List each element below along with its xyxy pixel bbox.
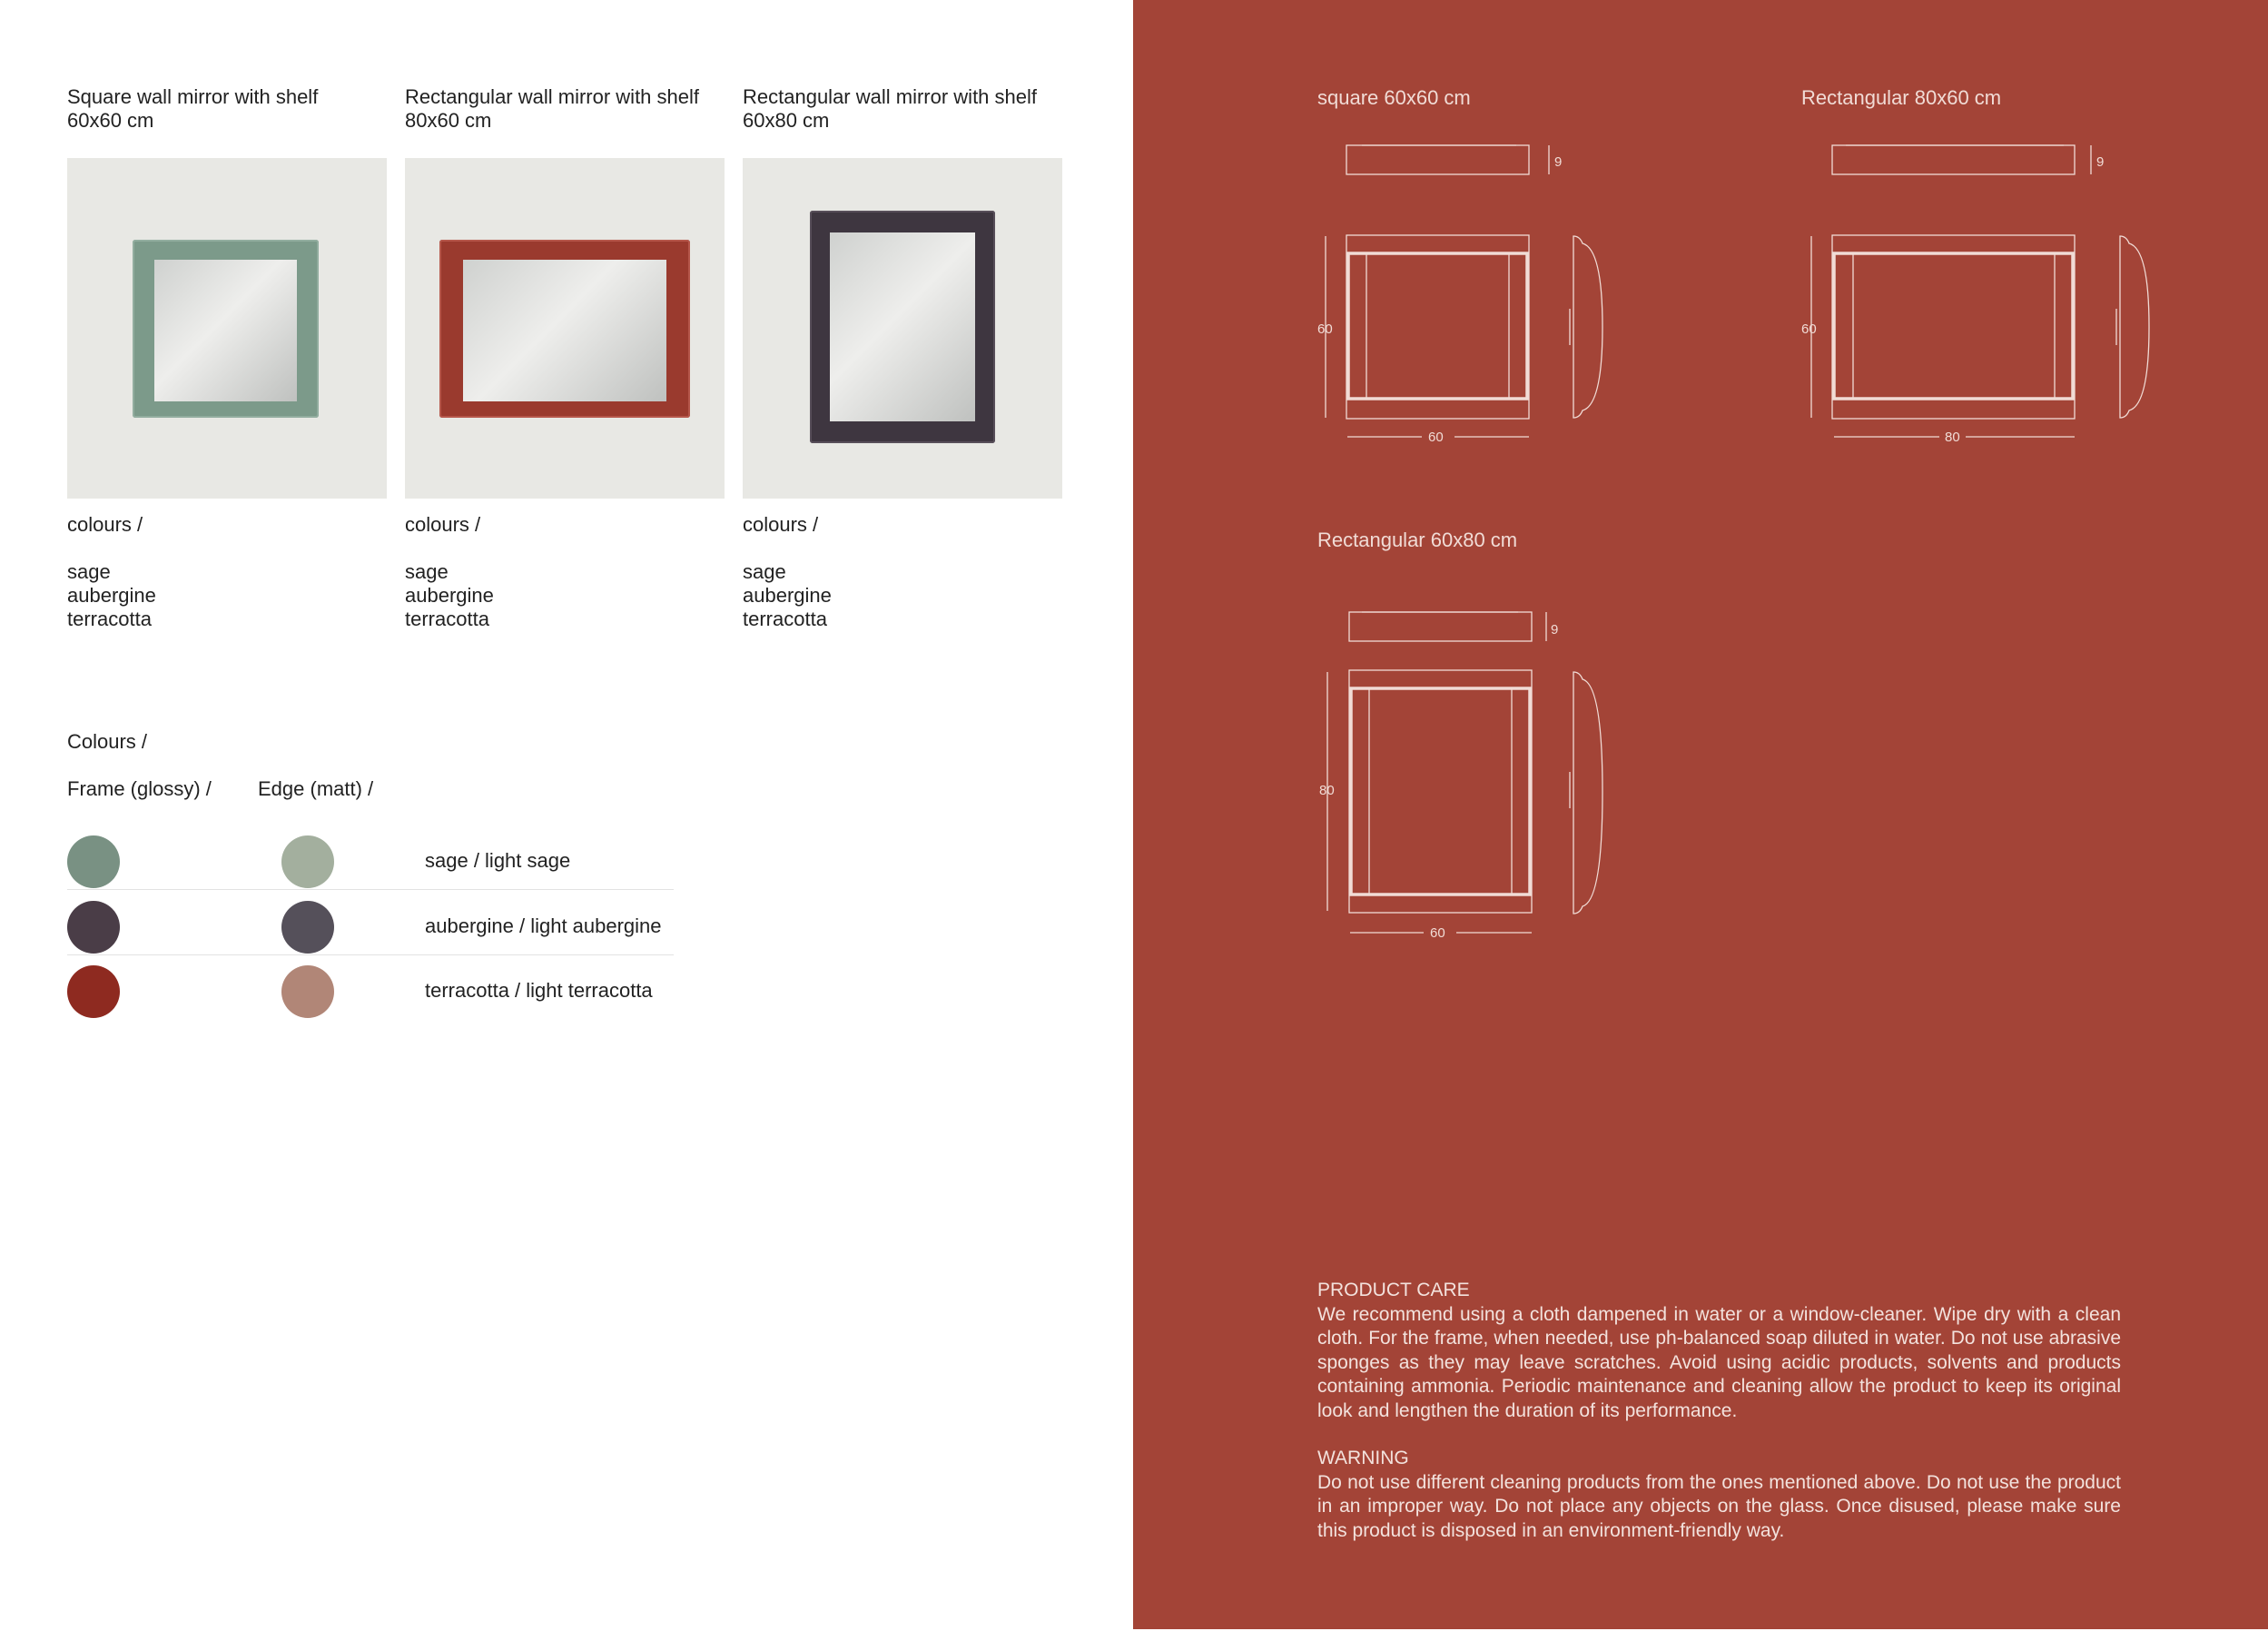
mirror-photo (810, 211, 995, 443)
colour-item: sage (405, 560, 449, 583)
product-title: Rectangular wall mirror with shelf 60x80 cm (743, 85, 1037, 132)
care-title: PRODUCT CARE (1317, 1280, 1470, 1300)
product-image (67, 158, 387, 499)
product-square-60x60 (67, 85, 387, 631)
swatch-label: terracotta / light terracotta (425, 979, 653, 1002)
width-label: 80 (1945, 430, 1960, 445)
frame-swatch (67, 901, 120, 954)
frame-swatch (67, 965, 120, 1018)
frame-swatch (67, 835, 120, 888)
colour-item: sage (743, 560, 786, 583)
depth-label: 9 (2096, 154, 2105, 170)
swatch-row-sage (67, 824, 674, 889)
colours-heading: colours / (743, 513, 819, 536)
left-page (0, 0, 1133, 1631)
product-title: Square wall mirror with shelf 60x60 cm (67, 85, 319, 132)
product-title: Rectangular wall mirror with shelf 80x60 cm (405, 85, 699, 132)
colour-item: aubergine (405, 584, 494, 607)
colour-item: aubergine (67, 584, 156, 607)
drawing-title: square 60x60 cm (1317, 86, 1471, 109)
product-rect-80x60 (405, 85, 725, 631)
product-colours (405, 513, 725, 631)
edge-swatch (281, 835, 334, 888)
swatch-row-aubergine (67, 889, 674, 954)
colour-item: terracotta (67, 608, 152, 630)
product-colours (67, 513, 387, 631)
edge-heading: Edge (matt) / (258, 777, 374, 800)
product-image (743, 158, 1062, 499)
height-label: 60 (1801, 321, 1817, 337)
product-care (1317, 1279, 2121, 1543)
height-label: 60 (1317, 321, 1333, 337)
care-text: We recommend using a cloth dampened in water or a window-cleaner. Wipe dry with a clean cloth. For the frame, when needed, use ph-balanced soap diluted in water. Do not use abrasive sponges as they may leave scratches. Avoid using acidic products, solvents and products containing ammonia. Periodic maintenance and cleaning allow the product to keep its original look and lengthen the duration of its performance. (1317, 1303, 2121, 1421)
depth-label: 9 (1551, 622, 1559, 638)
depth-label: 9 (1554, 154, 1563, 170)
edge-swatch (281, 901, 334, 954)
colours-heading: colours / (67, 513, 143, 536)
technical-drawing-rect-60x80 (1307, 599, 1634, 944)
product-rect-60x80 (743, 85, 1062, 631)
product-image (405, 158, 725, 499)
mirror-photo (133, 240, 319, 418)
swatch-row-terracotta (67, 954, 674, 1019)
mirror-photo (439, 240, 690, 418)
technical-drawing-square (1307, 136, 1634, 450)
width-label: 60 (1430, 925, 1445, 941)
drawing-title: Rectangular 60x80 cm (1317, 529, 1518, 551)
warning-text: Do not use different cleaning products from the ones mentioned above. Do not use the product in an improper way. Do not place any objects on the glass. Once disused, please make sure this product is disposed in an environment-friendly way. (1317, 1471, 2121, 1541)
colour-item: sage (67, 560, 111, 583)
frame-heading: Frame (glossy) / (67, 777, 212, 800)
colour-item: terracotta (743, 608, 827, 630)
technical-drawing-rect-80x60 (1791, 136, 2173, 450)
edge-swatch (281, 965, 334, 1018)
colour-item: aubergine (743, 584, 832, 607)
colours-heading: colours / (405, 513, 481, 536)
swatch-label: sage / light sage (425, 849, 571, 872)
swatches-heading: Colours / (67, 730, 148, 753)
warning-title: WARNING (1317, 1448, 1409, 1468)
height-label: 80 (1319, 783, 1335, 798)
width-label: 60 (1428, 430, 1444, 445)
drawing-title: Rectangular 80x60 cm (1801, 86, 2002, 109)
colour-item: terracotta (405, 608, 489, 630)
product-colours (743, 513, 1062, 631)
swatch-label: aubergine / light aubergine (425, 914, 662, 937)
